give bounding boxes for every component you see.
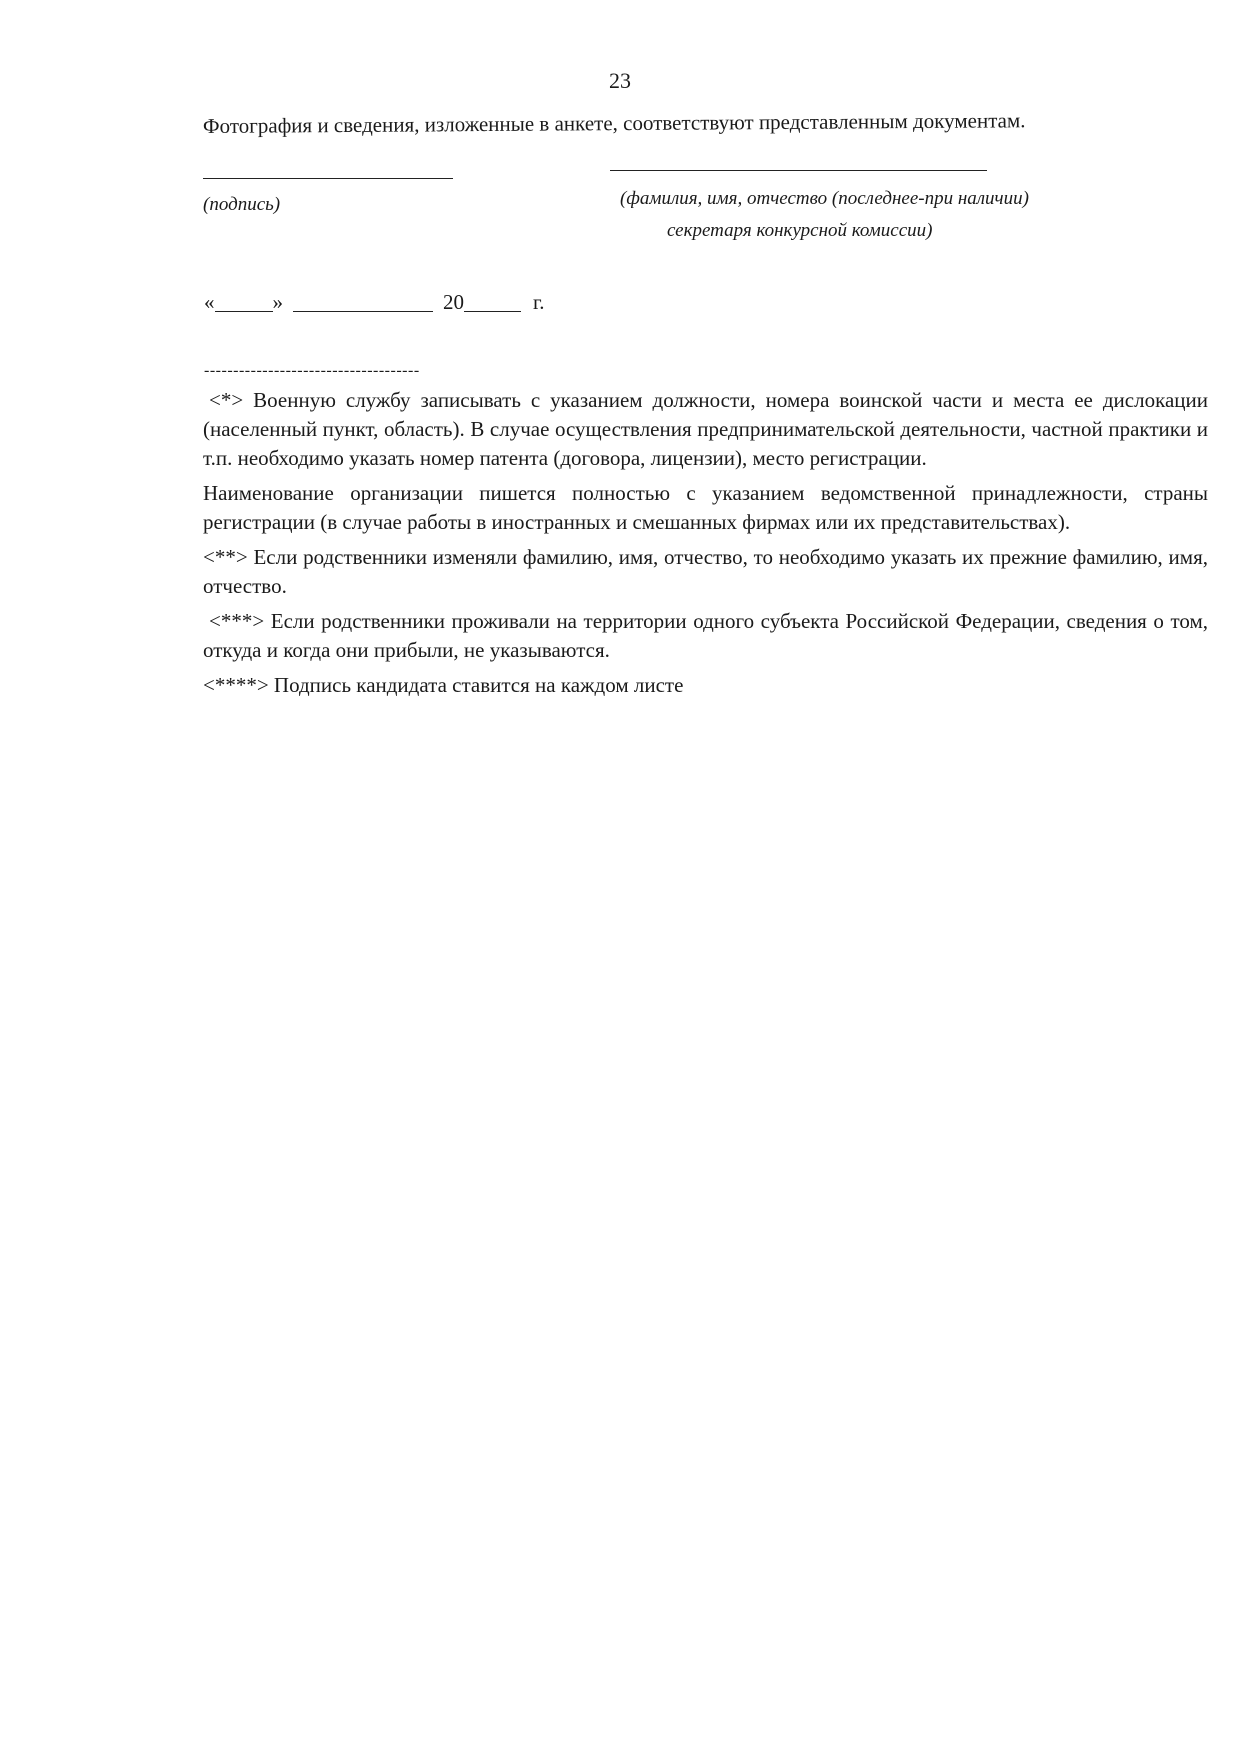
- year-blank: [464, 291, 521, 312]
- footnote-military: <*> Военную службу записывать с указанием должности, номера воинской части и места ее дислокации (населенный пункт, область). В случае осуществления предпринимательской деятельности, частной практики и т.п. необходимо указать номер патента (договора, лицензии), место регистрации.: [203, 388, 1208, 470]
- signature-line: [203, 178, 453, 179]
- name-caption-line1: (фамилия, имя, отчество (последнее-при наличии): [620, 188, 1029, 209]
- date-close-quote: »: [272, 290, 283, 314]
- footnote-relatives-residence: <***> Если родственники проживали на территории одного субъекта Российской Федерации, сведения о том, откуда и когда они прибыли, не указываются.: [203, 609, 1208, 662]
- year-suffix: г.: [533, 290, 545, 314]
- name-line: [610, 170, 987, 171]
- month-blank: [293, 291, 433, 312]
- name-caption: [620, 183, 1120, 247]
- year-prefix: 20: [443, 290, 464, 314]
- date-open-quote: «: [204, 290, 215, 314]
- footnotes: [203, 386, 1208, 706]
- footnote-signature: <****> Подпись кандидата ставится на каждом листе: [203, 673, 684, 697]
- footnote-organization: Наименование организации пишется полностью с указанием ведомственной принадлежности, страны регистрации (в случае работы в иностранных и смешанных фирмах или их представительствах).: [203, 481, 1208, 534]
- statement-text: Фотография и сведения, изложенные в анкете, соответствуют представленным документам.: [202, 108, 1026, 138]
- page-number: 23: [609, 68, 631, 93]
- footnote-divider: -------------------------------------: [204, 362, 420, 379]
- name-caption-line2: секретаря конкурсной комиссии): [667, 220, 933, 241]
- signature-caption: (подпись): [203, 194, 281, 215]
- day-blank: [215, 291, 273, 312]
- date-row: [204, 290, 545, 315]
- footnote-relatives-names: <**> Если родственники изменяли фамилию, имя, отчество, то необходимо указать их прежние фамилию, имя, отчество.: [203, 545, 1208, 598]
